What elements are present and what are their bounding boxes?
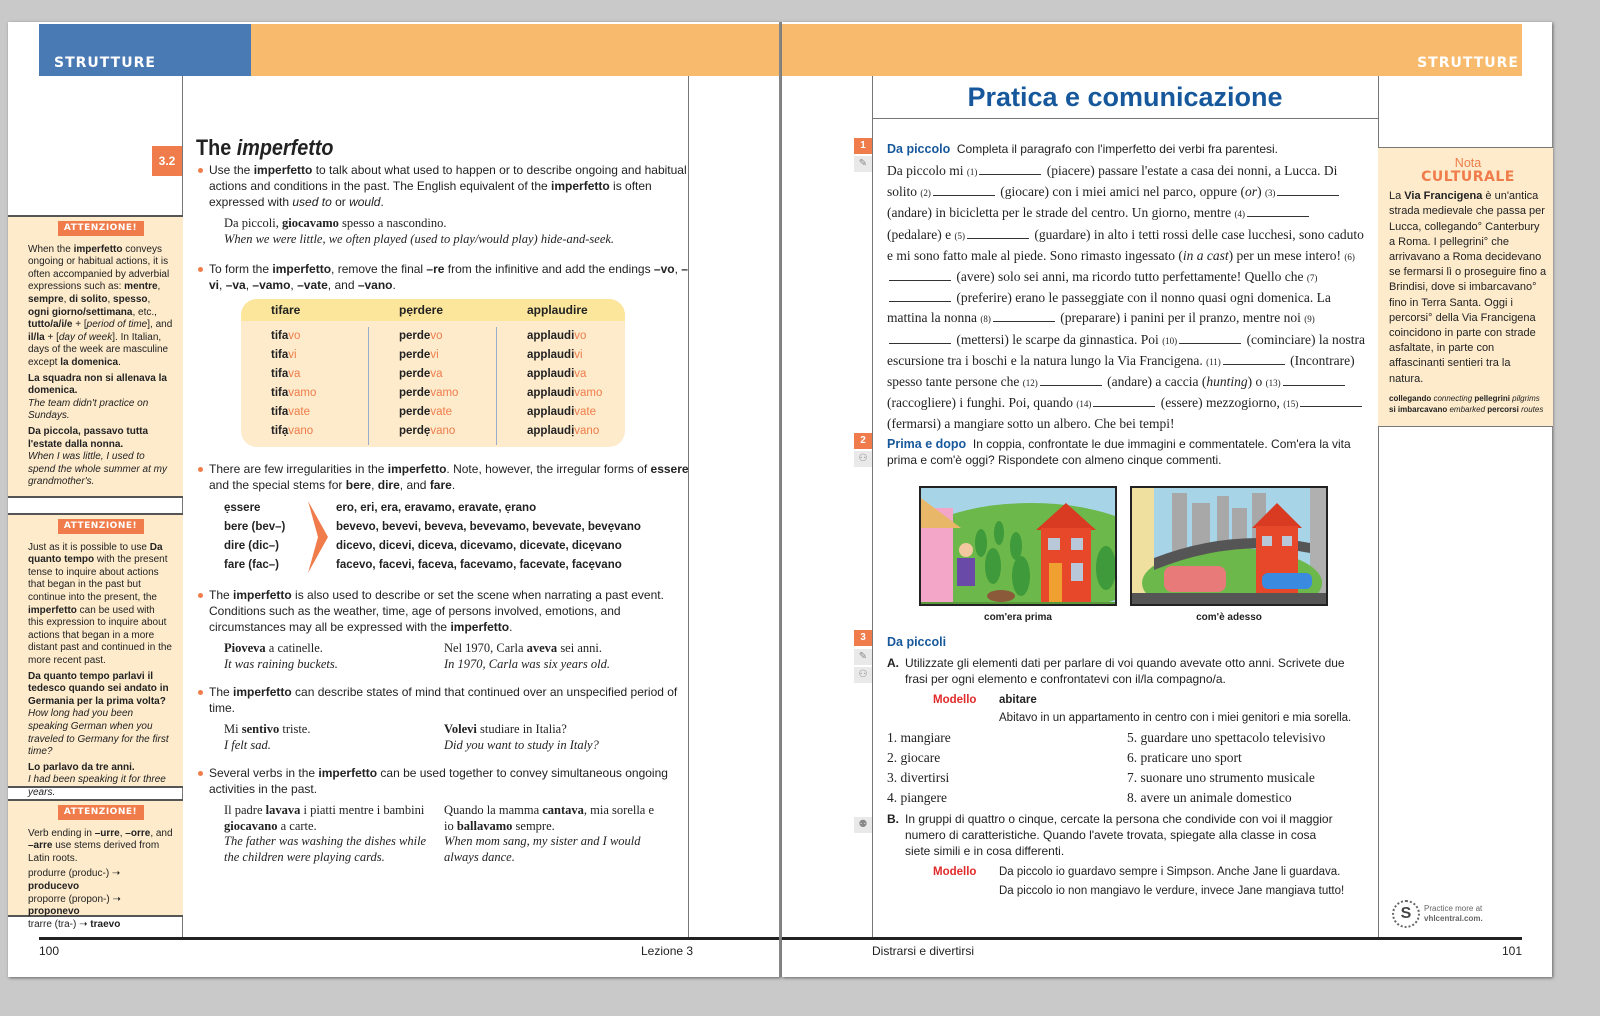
modello-content [999,863,1344,901]
bullet-5: The imperfetto can describe states of mind that continued over an unspecified period of time. [196,684,696,716]
illustrations [919,486,1367,606]
exercise-2 [887,436,1367,626]
attenzione-tag: ATTENZIONE! [58,221,144,236]
derivation-row: trarre (tra-) ➝ traevo [28,918,121,930]
conjugation-form: perdevamo [399,387,459,399]
prompt-item: 4. piangere [887,790,947,805]
footer-label: Distrarsi e divertirsi [872,944,975,958]
nota-culturale-box [1378,147,1553,427]
example-b: Volevi studiare in Italia? Did you want to study in Italy? [444,722,599,752]
exercise-title: Prima e dopo [887,437,967,451]
attenzione-tag: ATTENZIONE! [58,519,144,534]
irregular-forms [224,499,696,575]
example-english: The father was washing the dishes while the children were playing cards. [224,834,427,864]
answer-blank[interactable] [889,291,951,302]
answer-blank[interactable] [967,228,1029,239]
part-b [887,811,1367,859]
irregular-conjugations [336,499,641,575]
irregular-infinitives [224,499,306,575]
irregular-infinitive: fare (fac–) [224,559,279,571]
modello-label: Modello [933,694,977,706]
irregular-infinitive: ẹssere [224,502,261,514]
irregular-forms-row: dicevo, dicevi, diceva, dicevamo, dicevate, dicẹvano [336,540,622,552]
exercise-number: 2 [854,433,872,449]
attenzione-box-2 [8,513,183,798]
answer-blank[interactable] [933,185,995,196]
nota-heading: Nota [1454,156,1482,170]
example-italian: Lo parlavo da tre anni. [28,761,135,773]
conjugation-form: perdevate [399,406,453,418]
example-english: Did you want to study in Italy? [444,737,599,752]
conjugation-column [369,327,497,445]
exercise-heading [887,436,1367,468]
example-italian: Da piccola, passavo tutta l'estate dalla nonna. [28,425,149,450]
conjugation-form: applaudịvano [527,425,600,437]
example-block: Da piccoli, giocavamo spesso a nascondino. When we were little, we often played (used to play/would play) hide-and-seek. [224,216,615,246]
conjugation-table-body [241,321,625,445]
exercise-1 [887,141,1367,435]
example-english: When I was little, I used to spend the whole summer at my grandmother's. [28,451,167,488]
conjugation-form: applaudiva [527,368,587,380]
conjugation-form: perdevo [399,330,443,342]
conjugation-form: tifava [271,368,301,380]
header-label: STRUTTURE [1417,55,1519,71]
vhl-line2: vhlcentral.com. [1424,914,1483,923]
conjugation-form: applaudivo [527,330,587,342]
modello-b [887,863,1367,901]
conjugation-form: applaudivamo [527,387,603,399]
example-italian: La squadra non si allenava la domenica. [28,372,167,397]
answer-blank[interactable] [993,311,1055,322]
derivation-row: produrre (produc-) ➝ producevo [28,868,121,892]
nota-subheading: CULTURALE [1421,169,1515,185]
exercise-instruction: In coppia, confrontate le due immagini e commentatele. Com'era la vita prima e com'è oggi? Rispondete con almeno cinque commenti. [887,437,1351,467]
answer-blank[interactable] [1277,185,1339,196]
exercise-title: Da piccoli [887,635,947,649]
conjugation-form: perdevi [399,349,439,361]
example-english: When we were little, we often played (used to play/would play) hide-and-seek. [224,231,615,246]
conjugation-form: tifavo [271,330,301,342]
column-divider [872,76,873,937]
attenzione-box-1 [8,215,183,498]
example-a: Il padre lavava i piatti mentre i bambini giocavano a carte. The father was washing the dishes while the children were playing cards. [224,803,427,864]
footer-rule [39,937,780,940]
conjugation-form: tifạvano [271,425,314,437]
illustration-captions [919,610,1367,626]
section-title [196,135,646,160]
sidebar-text: Verb ending in –urre, –orre, and –arre use stems derived from Latin roots. [28,827,173,864]
page-title: Pratica e comunicazione [967,82,1283,112]
example-a: Pioveva a catinelle. It was raining buckets. [224,641,338,671]
part-label: B. [887,812,899,826]
conjugation-column [241,327,369,445]
irregular-infinitive: dire (dic–) [224,540,279,552]
prompt-item: 3. divertirsi [887,770,950,785]
answer-blank[interactable] [1300,396,1362,407]
example-a: Mi sentivo triste. I felt sad. [224,722,311,752]
vhl-line1: Practice more at [1424,904,1483,913]
column-header: tifare [271,303,301,317]
sidebar-example [28,373,173,423]
vhl-text [1424,904,1483,924]
bullet-6: Several verbs in the imperfetto can be used together to convey simultaneous ongoing activities in the past. [196,765,696,797]
prompt-item: 8. avere un animale domestico [1127,790,1292,805]
example-b: Nel 1970, Carla aveva sei anni. In 1970, Carla was six years old. [444,641,610,671]
modello-line: Da piccolo io non mangiavo le verdure, invece Jane mangiava tutto! [999,885,1345,897]
page-number: 101 [1502,944,1523,958]
header-section-tab [39,24,251,76]
sidebar-example [28,762,173,800]
bullet-3: There are few irregularities in the imperfetto. Note, however, the irregular forms of essere and the special stems for bere, dire, and fare. [196,461,696,493]
answer-blank[interactable] [1283,375,1345,386]
page-number: 100 [39,944,60,958]
answer-blank[interactable] [1093,396,1155,407]
answer-blank[interactable] [1179,333,1241,344]
conjugation-table-header [241,299,625,321]
conjugation-form: tifavamo [271,387,317,399]
prompt-item: 7. suonare uno strumento musicale [1127,770,1315,785]
irregular-infinitive: bere (bev–) [224,521,286,533]
example-english: I had been speaking it for three years. [28,774,166,798]
answer-blank[interactable] [1247,206,1309,217]
part-instruction: Utilizzate gli elementi dati per parlare di voi quando avevate otto anni. Scrivete due frasi per ogni elemento e confrontatevi con il/la compagno/a. [905,656,1345,686]
example-b: Quando la mamma cantava, mia sorella e io ballavamo sempre. When mom sang, my sister and I would always dance. [444,803,655,864]
caption-after: com'è adesso [1196,612,1262,623]
conjugation-column [497,327,625,445]
exercise-number: 1 [854,138,872,154]
sidebar-text: Just as it is possible to use Da quanto tempo with the present tense to inquire about actions that began in the past but continue into the present, the imperfetto can be used with this expression to inquire about actions that began in a more distant past and continued in the more recent past. [28,541,172,666]
example-english: The team didn't practice on Sundays. [28,397,149,422]
prompt-item: 5. guardare uno spettacolo televisivo [1127,730,1326,745]
example-pair [196,722,696,753]
answer-blank[interactable] [1223,354,1285,365]
prompt-item: 6. praticare uno sport [1127,750,1242,765]
header-label: STRUTTURE [54,55,156,71]
footer-label: Lezione 3 [641,944,694,958]
prompt-item: 1. mangiare [887,730,951,745]
example-english: In 1970, Carla was six years old. [444,656,610,671]
vhl-practice-link[interactable] [1392,900,1483,928]
fill-in-paragraph: Da piccolo mi (1) (piacere) passare l'estate a casa dei nonni, a Lucca. Di solito (2) (giocare) con i miei amici nel parco, oppure (or) (3) (andare) in bicicletta per le strade del centro. Un giorno, mentre (4) (pedalare) e (5) (guardare) in alto i tetti rossi delle case lucchesi, sono caduto e mi sono fatto male al piede. Sono rimasto ingessato (in a cast) per un mese intero! (6) (avere) solo sei anni, ma ricordo tutto perfettamente! Quello che (7) (preferire) erano le passeggiate con il nonno quasi ogni domenica. La mattina la nonna (8) (preparare) i panini per il pranzo, mentre noi (9) (mettersi) le scarpe da ginnastica. Poi (10) (cominciare) la nostra escursione tra i boschi e la natura lungo la Via Francigena. (11) (Incontrare) spesso tante persone che (12) (andare) a caccia (hunting) o (13) (raccogliere) i funghi. Poi, quando (14) (essere) mezzogiorno, (15) (fermarsi) a mangiare sotto un albero. Che bei tempi! [887,163,1366,432]
part-label: A. [887,656,899,670]
sidebar-example [28,671,173,759]
prompt-item: 2. giocare [887,750,941,765]
exercise-3 [887,634,1367,901]
conjugation-form: tifavate [271,406,310,418]
arrow-icon: ➝ [79,918,91,930]
example-english: When mom sang, my sister and I would always dance. [444,834,641,864]
title-prefix: The [196,135,237,160]
title-rule [872,118,1378,119]
attenzione-box-3 [8,799,183,930]
title-italic: imperfetto [236,135,334,160]
part-instruction: In gruppi di quattro o cinque, cercate la persona che condivide con voi il maggior numero di caratteristiche. Quando l'avete trovata, spiegate alla classe in cosa siete simili e in cosa differenti. [905,812,1333,858]
bullet-2: To form the imperfetto, remove the final –re from the infinitive and add the endings –vo, –vi, –va, –vamo, –vate, and –vano. [196,261,696,293]
modello-sentence: Abitavo in un appartamento in centro con i miei genitori e mia sorella. [999,712,1352,724]
bullet-1: Use the imperfetto to talk about what used to happen or to describe ongoing and habitual actions and conditions in the past. The English equivalent of the imperfetto is often expressed with used to or would. [196,162,696,210]
answer-blank[interactable] [889,333,951,344]
left-page [8,22,780,977]
exercise-instruction: Completa il paragrafo con l'imperfetto dei verbi fra parentesi. [956,142,1279,156]
example-english: It was raining buckets. [224,656,338,671]
pencil-icon: ✎ [854,156,872,172]
modello-line: Da piccolo io guardavo sempre i Simpson. Anche Jane li guardava. [999,866,1341,878]
pair-icon: ⚇ [854,667,872,683]
pair-icon: ⚇ [854,451,872,467]
sidebar-text: When the imperfetto conveys ongoing or habitual actions, it is often accompanied by adverbial expressions such as: mentre, sempre, di solito, spesso, ogni giorno/settimana, etc., tutto/a/i/e + [period of time], and il/la + [day of week]. In Italian, days of the week are masculine except la domenica. [28,243,173,368]
nota-glossary: collegando connecting pellegrini pilgrims si imbarcavano embarked percorsi routes [1389,393,1544,414]
column-header: applaudire [527,303,588,317]
derivation-list [28,868,173,931]
irregular-forms-row: ero, eri, era, eravamo, eravate, ẹrano [336,502,537,514]
derivation-row: proporre (propon-) ➝ proponevo [28,893,121,918]
attenzione-tag: ATTENZIONE! [58,805,144,820]
pencil-icon: ✎ [854,649,872,665]
answer-blank[interactable] [1040,375,1102,386]
irregular-forms-row: facevo, facevi, faceva, facevamo, facevate, facẹvano [336,559,622,571]
illustration-after [1130,486,1328,606]
sidebar-example [28,426,173,489]
conjugation-form: perdeva [399,368,443,380]
section-number-badge: 3.2 [152,146,182,176]
chevron-arrow-icon [306,499,336,575]
modello-word: abitare [999,694,1037,706]
arrow-icon: ➝ [112,893,121,905]
caption-before: com'era prima [984,612,1052,623]
conjugation-form: applaudivate [527,406,597,418]
conjugation-form: applaudivi [527,349,583,361]
prompt-list [887,728,1367,808]
exercise-heading [887,141,1367,157]
conjugation-form: perdẹvano [399,425,456,437]
right-page [782,22,1552,977]
conjugation-table [241,299,625,447]
modello-a [887,692,1367,728]
example-pair [196,641,696,672]
example-italian: Da quanto tempo parlavi il tedesco quando sei andato in Germania per la prima volta? [28,670,169,707]
exercise-number: 3 [854,630,872,646]
modello-label: Modello [933,866,977,878]
modello-content [999,692,1351,728]
conjugation-form: tifavi [271,349,297,361]
exercise-title: Da piccolo [887,142,951,156]
answer-blank[interactable] [979,164,1041,175]
answer-blank[interactable] [889,270,951,281]
footer-rule [782,937,1522,940]
bullet-4: The imperfetto is also used to describe or set the scene when narrating a past event. Conditions such as the weather, time, age of persons involved, emotions, and circumstances may all be expressed with the imperfetto. [196,587,696,635]
group-icon: ⚉ [854,817,872,833]
illustration-before [919,486,1117,606]
grammar-content [196,135,696,877]
arrow-icon: ➝ [111,868,121,880]
example-pair [196,803,696,865]
vhl-logo-icon: S [1392,900,1420,928]
example-english: How long had you been speaking German when you traveled to Germany for the first time? [28,708,169,758]
header-band [782,24,1522,76]
part-a [887,655,1367,687]
nota-text: La Via Francigena è un'antica strada medievale che passa per Lucca, collegando° Canterbury a Roma. I pellegrini° che arrivavano a Roma decidevano se fermarsi lì o proseguire fino a Brindisi, dove si imbarcavano° fino in Terra Santa. Oggi i percorsi° della Via Francigena coincidono in parte con strade asfaltate, in parte con affascinanti sentieri tra la natura. [1389,190,1547,385]
irregular-forms-row: bevevo, bevevi, beveva, bevevamo, bevevate, bevẹvano [336,521,641,533]
header-band [251,24,780,76]
example-english: I felt sad. [224,737,271,752]
column-header: pẹrdere [399,303,444,317]
